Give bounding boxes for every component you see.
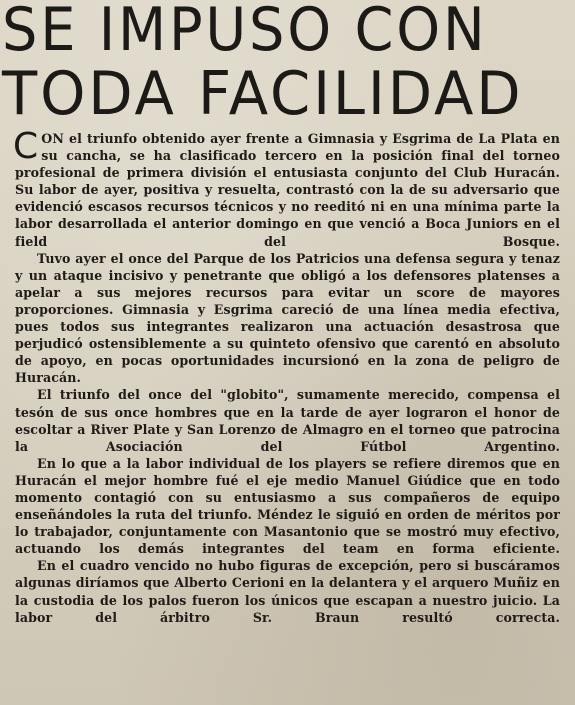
article-paragraph-2: Tuvo ayer el once del Parque de los Patricios una defensa segura y tenaz y un ataque incisivo y penetrante que obligó a los defensores platenses a apelar a sus mejores recursos para evitar un score de mayores proporciones. Gimnasia y Esgrima careció de una línea media efectiva, pues todos sus integrantes realizaron una actuación desastrosa que perjudicó ostensiblemente a su quinteto ofensivo que carentó en absoluto de apoyo, en pocas oportunidades incursionó en la zona de peligro de Huracán. xyxy=(15,250,560,386)
article-paragraph-4: En lo que a la labor individual de los players se refiere diremos que en Huracán el mejor hombre fué el eje medio Manuel Giúdice que en todo momento contagió con su entusiasmo a sus compañeros de equipo enseñándoles la ruta del triunfo. Méndez le siguió en orden de méritos por lo trabajador, conjuntamente con Masantonio que se mostró muy efectivo, actuando los demás integrantes del team en forma eficiente. xyxy=(15,455,560,557)
headline-line-2: TODA FACILIDAD xyxy=(2,59,524,129)
article-paragraph-1 xyxy=(13,126,560,250)
drop-cap: C xyxy=(13,126,39,167)
paragraph-1-text: ON el triunfo obtenido ayer frente a Gimnasia y Esgrima de La Plata en su cancha, se ha clasificado tercero en la posición final del torneo profesional de primera división el entusiasta conjunto del Club Huracán. Su labor de ayer, positiva y resuelta, contrastó con la de su adversario que evidenció escasos recursos técnicos y no reeditó ni en una mínima parte la labor desarrollada el anterior domingo en que venció a Boca Juniors en el field del Bosque. xyxy=(15,131,560,249)
article-paragraph-3: El triunfo del once del "globito", sumamente merecido, compensa el tesón de sus once hombres que en la tarde de ayer lograron el honor de escoltar a River Plate y San Lorenzo de Almagro en el torneo que patrocina la Asociación del Fútbol Argentino. xyxy=(15,387,560,454)
headline-line-1: SE IMPUSO CON xyxy=(2,0,488,65)
article-paragraph-5: En el cuadro vencido no hubo figuras de excepción, pero si buscáramos algunas diríamos que Alberto Cerioni en la delantera y el arquero Muñiz en la custodia de los palos fueron los únicos que escapan a nuestro juicio. La labor del árbitro Sr. Braun resultó correcta. xyxy=(15,558,560,625)
article-body xyxy=(13,126,560,626)
